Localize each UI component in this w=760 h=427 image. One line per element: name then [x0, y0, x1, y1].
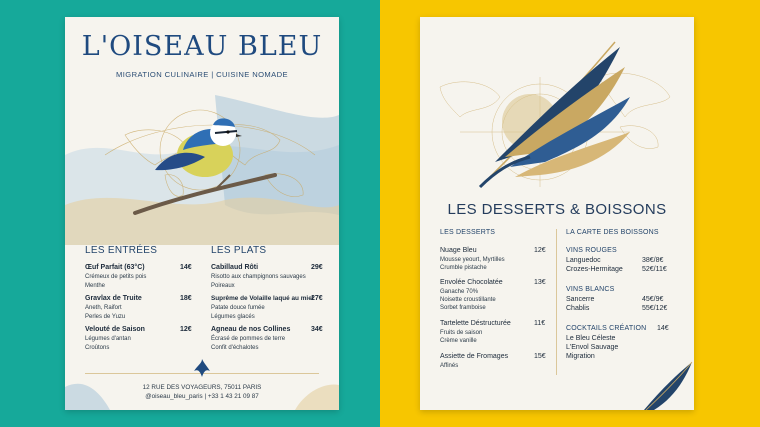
- desserts-drinks-card: [420, 17, 694, 410]
- entree-desc: Croûtons: [85, 345, 110, 351]
- dessert-desc: Mousse yeourt, Myrtilles: [440, 257, 505, 263]
- entree-name: Gravlax de Truite: [85, 295, 142, 302]
- footer-contact: @oiseau_bleu_paris | +33 1 43 21 09 87: [145, 393, 259, 400]
- restaurant-title: L'OISEAU BLEU: [81, 31, 323, 62]
- plat-desc: Patate douce fumée: [211, 305, 265, 311]
- vins-blancs-heading: VINS BLANCS: [566, 286, 615, 293]
- plat-price: 27€: [311, 295, 323, 302]
- entree-price: 12€: [180, 326, 192, 333]
- vins-rouges-heading: VINS ROUGES: [566, 247, 617, 254]
- entree-price: 14€: [180, 264, 192, 271]
- dessert-price: 13€: [534, 279, 546, 286]
- bird-illustration: [65, 95, 339, 245]
- wine-price: 52€/11€: [642, 266, 667, 273]
- plat-desc: Confit d'échalotes: [211, 345, 259, 351]
- wine-name: Languedoc: [566, 257, 601, 264]
- bottom-watercolor: [65, 367, 339, 410]
- dessert-price: 11€: [534, 320, 546, 327]
- plat-name: Cabillaud Rôti: [211, 264, 259, 271]
- entree-name: Œuf Parfait (63°C): [85, 264, 145, 271]
- cocktail-name: L'Envol Sauvage: [566, 344, 619, 351]
- plat-name: Suprême de Volaille laqué au miel: [211, 295, 314, 302]
- drinks-heading: LA CARTE DES BOISSONS: [566, 229, 659, 236]
- dessert-name: Envolée Chocolatée: [440, 279, 503, 286]
- entree-price: 18€: [180, 295, 192, 302]
- dessert-price: 15€: [534, 353, 546, 360]
- entree-desc: Perles de Yuzu: [85, 314, 126, 320]
- plat-name: Agneau de nos Collines: [211, 326, 291, 333]
- dessert-desc: Sorbet framboise: [440, 305, 486, 311]
- dessert-price: 12€: [534, 247, 546, 254]
- plat-desc: Poireaux: [211, 283, 235, 289]
- desserts-drinks-title: LES DESSERTS & BOISSONS: [447, 201, 667, 218]
- plats-heading: LES PLATS: [211, 245, 267, 256]
- feather-decoration: [634, 357, 694, 410]
- wine-price: 55€/12€: [642, 305, 668, 312]
- footer-address: 12 RUE DES VOYAGEURS, 75011 PARIS: [142, 384, 262, 391]
- restaurant-subtitle: MIGRATION CULINAIRE | CUISINE NOMADE: [116, 70, 288, 79]
- cocktail-name: Le Bleu Céleste: [566, 335, 616, 342]
- wine-price: 38€/8€: [642, 257, 664, 264]
- dessert-desc: Noisette croustillante: [440, 297, 496, 303]
- plat-desc: Risotto aux champignons sauvages: [211, 274, 306, 280]
- desserts-heading: LES DESSERTS: [440, 229, 496, 236]
- cocktails-heading: COCKTAILS CRÉATION: [566, 325, 647, 332]
- plat-desc: Légumes glacés: [211, 314, 255, 320]
- entrees-heading: LES ENTRÉES: [85, 245, 158, 256]
- entree-desc: Aneth, Raifort: [85, 305, 122, 311]
- dessert-desc: Crumble pistache: [440, 265, 487, 271]
- wing-illustration: [420, 37, 694, 197]
- wine-name: Chablis: [566, 305, 590, 312]
- dessert-desc: Fruits de saison: [440, 330, 483, 336]
- entree-desc: Menthe: [85, 283, 106, 289]
- dessert-desc: Crème vanille: [440, 338, 477, 344]
- dessert-name: Tartelette Déstructurée: [440, 320, 511, 327]
- main-menu-card: [65, 17, 339, 410]
- column-divider: [556, 229, 557, 375]
- entree-desc: Légumes d'antan: [85, 336, 131, 342]
- wine-price: 45€/9€: [642, 296, 664, 303]
- wine-name: Sancerre: [566, 296, 595, 303]
- cocktails-price: 14€: [657, 325, 669, 332]
- dessert-name: Nuage Bleu: [440, 247, 477, 254]
- dessert-desc: Affinés: [440, 363, 459, 369]
- dessert-desc: Ganache 70%: [440, 289, 479, 295]
- plat-price: 29€: [311, 264, 323, 271]
- entree-name: Velouté de Saison: [85, 326, 145, 333]
- plat-price: 34€: [311, 326, 323, 333]
- wine-name: Crozes-Hermitage: [566, 266, 623, 273]
- entree-desc: Crémeux de petits pois: [85, 274, 147, 280]
- plat-desc: Écrasé de pommes de terre: [211, 336, 286, 342]
- cocktail-name: Migration: [566, 353, 595, 360]
- dessert-name: Assiette de Fromages: [440, 353, 509, 360]
